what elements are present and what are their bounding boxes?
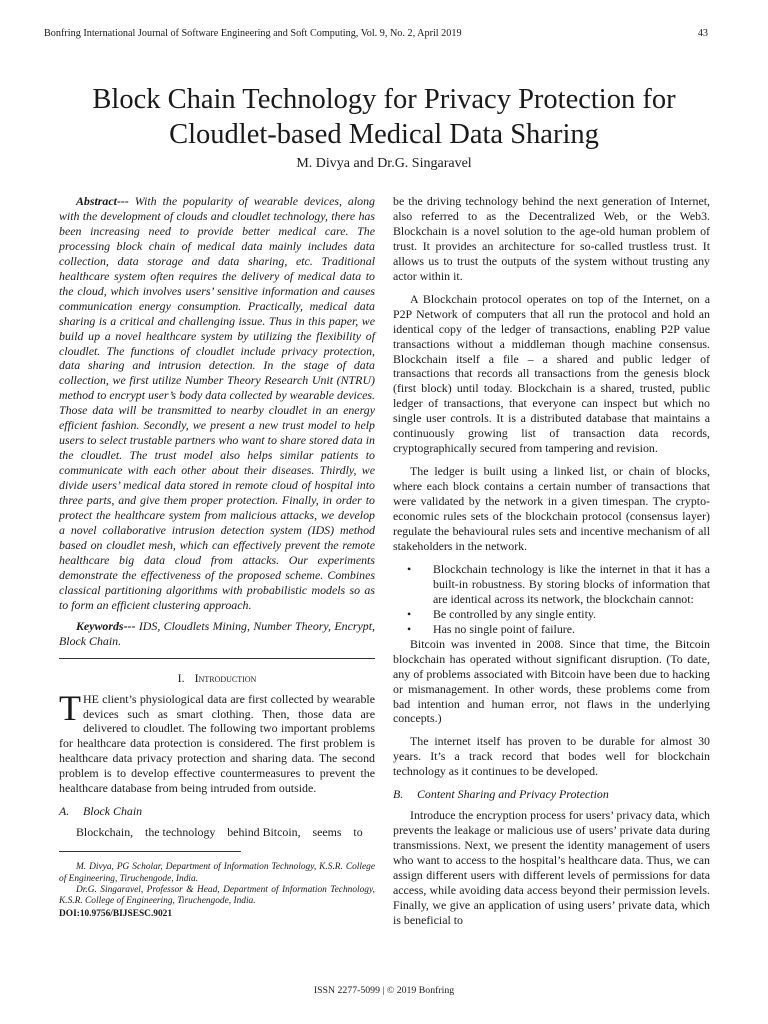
paper-title	[40, 82, 728, 152]
intro-text: HE client’s physiological data are first collected by wearable devices such as smart clothing. Then, those data are delivered to cloudlet. The following two important problems for healthcare data protection is considered. The first problem is healthcare data privacy protection and sharing data. The second problem is to develop effective countermeasures to prevent the healthcare database from being intruded from outside.	[59, 691, 375, 796]
page-number: 43	[697, 28, 708, 39]
subsection-label: A.	[59, 804, 70, 819]
intro-paragraph	[59, 687, 375, 797]
privacy-paragraph: Introduce the encryption process for users’ privacy data, which prevents the leakage or malicious use of users’ private data during transmissions. Next, we present the identity management of users who want to access to the hospital’s healthcare data. Thus, we can assign different users with different levels of permissions for data access, while avoiding data access beyond their permission levels. Finally, we give an application of using users’ private data, which is beneficial to	[393, 808, 710, 927]
author-list: M. Divya and Dr.G. Singaravel	[296, 156, 472, 171]
bullet-list	[393, 562, 710, 637]
section-number: I.	[177, 670, 185, 685]
abstract-label: Abstract---	[76, 194, 129, 208]
title-line-1: Block Chain Technology for Privacy Protection for	[92, 84, 676, 115]
section-heading-introduction	[59, 671, 375, 686]
drop-cap: T	[59, 687, 81, 728]
keywords-label: Keywords---	[76, 618, 136, 633]
left-column	[59, 194, 375, 920]
blockchain-paragraph-start: Blockchain, the technology behind Bitcoin, seems to	[76, 825, 363, 840]
protocol-paragraph: A Blockchain protocol operates on top of the Internet, on a P2P Network of computers that all run the protocol and hold an identical copy of the ledger of transactions, enabling P2P value transactions without a middleman though machine consensus. Blockchain itself a file – a shared and public ledger of transactions that records all transactions from the genesis block (first block) until today. Blockchain is a shared, trusted, public ledger of transactions, that everyone can inspect but which no single user controls. It is a distributed database that maintains a continuously growing list of transaction data records, cryptographically secured from tampering and revision.	[393, 291, 710, 456]
subsection-label: B.	[393, 787, 404, 802]
bitcoin-paragraph: Bitcoin was invented in 2008. Since that time, the Bitcoin blockchain has operated without significant disruption. (To date, any of problems associated with Bitcoin have been due to hacking or mismanagement. In other words, these problems come from bad intention and human error, not flaws in the underlying concepts.)	[393, 636, 710, 726]
subsection-title: Content Sharing and Privacy Protection	[417, 787, 609, 802]
journal-citation: Bonfring International Journal of Software Engineering and Soft Computing, Vol. 9, No. 2, April 2019	[44, 28, 462, 39]
keywords	[59, 619, 375, 649]
page-footer: ISSN 2277-5099 | © 2019 Bonfring	[313, 985, 455, 996]
abstract-text: With the popularity of wearable devices, along with the development of clouds and cloudlet technology, there has been increasing need to provide better medical care. The processing block chain of medical data mainly includes data collection, data storage and data sharing, etc. Traditional healthcare system often requires the delivery of medical data to the cloud, which involves users’ sensitive information and causes communication energy consumption. Practically, medical data sharing is a critical and challenging issue. Thus in this paper, we build up a novel healthcare system by utilizing the flexibility of cloudlet. The functions of cloudlet include privacy protection, data sharing and intrusion detection. In the stage of data collection, we first utilize Number Theory Research Unit (NTRU) method to encrypt user’s body data collected by wearable devices. Those data will be transmitted to nearby cloudlet in an energy efficient fashion. Secondly, we present a new trust model to help users to select trustable partners who want to share stored data in the cloudlet. The trust model also helps similar patients to communicate with each other about their diseases. Thirdly, we divide users’ medical data stored in remote cloud of hospital into three parts, and give them proper protection. Finally, in order to protect the healthcare system from malicious attacks, we develop a novel collaborative intrusion detection system (IDS) method based on cloudlet mesh, which can effectively prevent the remote healthcare big data cloud from attacks. Our experiments demonstrate the effectiveness of the proposed scheme. Combines classical partitioning algorithms with probabilistic models so as to form an efficient clustering approach.	[59, 194, 375, 612]
bullet-icon: •	[407, 606, 412, 621]
footnote-author-2: Dr.G. Singaravel, Professor & Head, Department of Information Technology, K.S.R. College of Engineering, Tiruchengode, India.	[59, 884, 375, 907]
right-column	[393, 194, 710, 928]
list-item: • Blockchain technology is like the internet in that it has a built-in robustness. By storing blocks of information that are identical across its network, the blockchain cannot:	[407, 561, 710, 606]
title-line-2: Cloudlet-based Medical Data Sharing	[169, 119, 599, 150]
subsection-heading-a	[59, 804, 375, 819]
footnote-divider	[59, 851, 241, 852]
keywords-text: IDS, Cloudlets Mining, Number Theory, Encrypt, Block Chain.	[59, 618, 375, 648]
ledger-paragraph: The ledger is built using a linked list, or chain of blocks, where each block contains a certain number of transactions that were validated by the network in a given timespan. The crypto-economic rules sets of the blockchain protocol (consensus layer) regulate the behavioural rules sets and incentive mechanism of all stakeholders in the network.	[393, 464, 710, 553]
subsection-heading-b	[393, 787, 710, 802]
subsection-title: Block Chain	[83, 804, 143, 819]
list-item: • Has no single point of failure.	[407, 621, 575, 636]
section-title: Introduction	[194, 670, 257, 685]
bullet-icon: •	[407, 621, 412, 636]
abstract	[59, 194, 375, 613]
bullet-icon: •	[407, 561, 412, 576]
footnote-author-1: M. Divya, PG Scholar, Department of Information Technology, K.S.R. College of Engineering, Tiruchengode, India.	[59, 862, 375, 884]
doi: DOI:10.9756/BIJSESC.9021	[59, 908, 173, 919]
blockchain-paragraph-cont: be the driving technology behind the next generation of Internet, also referred to as the Decentralized Web, or the Web3. Blockchain is a novel solution to the age-old human problem of trust. It provides an architecture for so-called trustless trust. It allows us to trust the outputs of the system without trusting any actor within it.	[393, 194, 710, 283]
list-item: • Be controlled by any single entity.	[407, 606, 597, 621]
internet-paragraph: The internet itself has proven to be durable for almost 30 years. It’s a track record that bodes well for blockchain technology as it continues to be developed.	[393, 734, 710, 779]
abstract-divider	[59, 658, 375, 659]
